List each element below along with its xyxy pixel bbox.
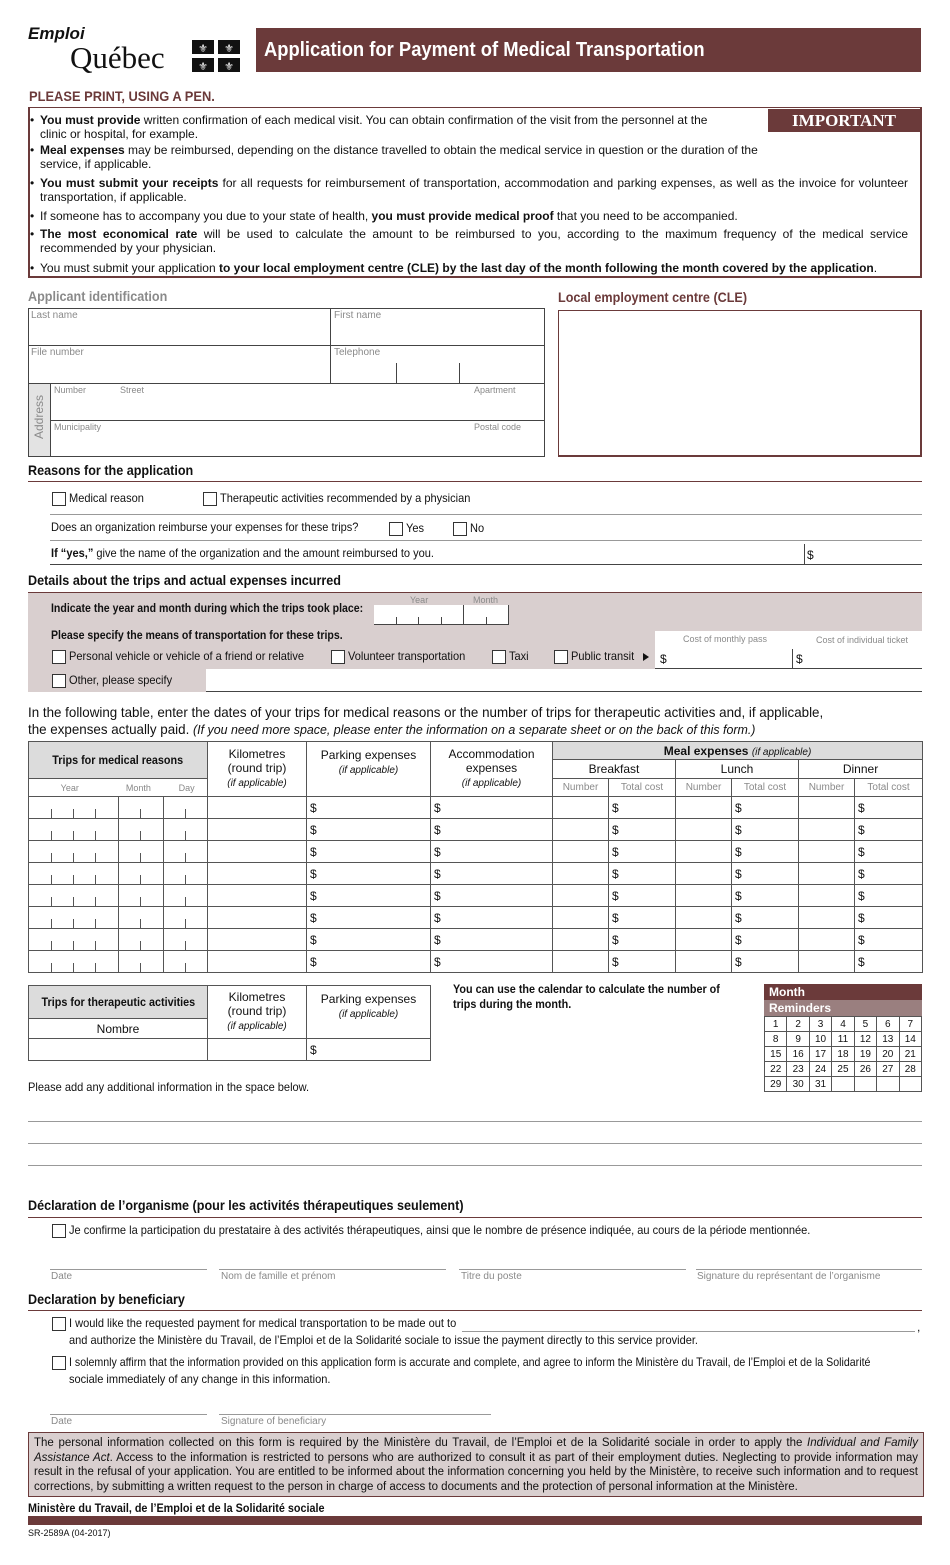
meal-cost-cell[interactable]: $ <box>855 797 923 819</box>
meal-cost-cell[interactable]: $ <box>732 951 799 973</box>
meal-cost-cell[interactable]: $ <box>855 929 923 951</box>
meal-number-cell[interactable] <box>676 797 732 819</box>
org-date-field[interactable]: Date <box>51 1271 73 1282</box>
year-label: Year <box>410 595 429 605</box>
trip-parking-cell[interactable]: $ <box>307 907 431 929</box>
calendar-day: 26 <box>854 1062 876 1077</box>
meal-number-cell[interactable] <box>799 863 855 885</box>
file-number-field[interactable]: File number <box>31 347 84 358</box>
public-transit-checkbox[interactable]: Public transit <box>554 649 640 664</box>
municipality-field[interactable]: Municipality <box>54 422 102 432</box>
meal-cost-cell[interactable]: $ <box>855 841 923 863</box>
meal-cost-cell[interactable]: $ <box>609 841 676 863</box>
calendar-day: 8 <box>765 1032 787 1047</box>
meal-number-cell[interactable] <box>799 819 855 841</box>
affirm-checkbox[interactable]: I solemnly affirm that the information provided on this application form is accurate and complete, and agree to inform the Ministère du Travail, de l’Emploi et de la Solidarité <box>52 1355 950 1370</box>
meal-number-cell[interactable] <box>799 951 855 973</box>
important-badge-text: IMPORTANT <box>792 111 896 130</box>
trip-accommodation-cell[interactable]: $ <box>431 885 553 907</box>
calendar-day: 12 <box>854 1032 876 1047</box>
beneficiary-signature-field[interactable]: Signature of beneficiary <box>221 1416 327 1427</box>
svg-text:⚜: ⚜ <box>224 60 234 72</box>
month-label: Month <box>473 595 499 605</box>
calendar-day <box>877 1077 899 1092</box>
arrow-right-icon <box>643 653 649 661</box>
calendar-day <box>899 1077 921 1092</box>
reasons-title: Reasons for the application <box>28 462 194 478</box>
meal-number-cell[interactable] <box>799 885 855 907</box>
header-bar <box>256 28 921 72</box>
indicate-label: Indicate the year and month during which the trips took place: <box>51 601 364 615</box>
cost-ticket-label: Cost of individual ticket <box>816 635 909 645</box>
fleur-de-lis-flag-icon <box>192 40 240 72</box>
calendar-day: 17 <box>809 1047 831 1062</box>
calendar-day: 18 <box>832 1047 854 1062</box>
logo-quebec: Québec <box>70 40 165 75</box>
meal-number-cell[interactable] <box>553 951 609 973</box>
meal-cost-cell[interactable]: $ <box>732 863 799 885</box>
trip-accommodation-cell[interactable]: $ <box>431 951 553 973</box>
meal-header: Meal expenses (if applicable) <box>553 742 923 760</box>
table-row <box>29 929 923 951</box>
trip-date-cell[interactable] <box>29 885 208 907</box>
first-name-field[interactable]: First name <box>334 310 382 321</box>
table-row <box>29 797 923 819</box>
trip-parking-cell[interactable]: $ <box>307 929 431 951</box>
emploi-quebec-logo <box>28 24 243 80</box>
meal-number-cell[interactable] <box>676 929 732 951</box>
important-item-2: • Meal expenses may be reimbursed, depending on the distance travelled to obtain the medical service in question or the duration of the service, if applicable. <box>40 143 770 171</box>
meal-cost-cell[interactable]: $ <box>732 797 799 819</box>
meal-number-cell[interactable] <box>553 819 609 841</box>
table-intro-line2: the expenses actually paid. (If you need more space, please enter the information on a separate sheet or on the back of this form.) <box>28 721 756 737</box>
trip-km-cell[interactable] <box>208 841 307 863</box>
meal-number-cell[interactable] <box>799 797 855 819</box>
trip-parking-cell[interactable]: $ <box>307 951 431 973</box>
calendar-day: 29 <box>765 1077 787 1092</box>
therapy-number-cell[interactable] <box>29 1039 208 1061</box>
calendar-day: 1 <box>765 1017 787 1032</box>
meal-cost-cell[interactable]: $ <box>609 885 676 907</box>
org-declaration-title: Déclaration de l’organisme (pour les activités thérapeutiques seulement) <box>28 1197 464 1213</box>
payment-checkbox[interactable]: I would like the requested payment for medical transportation to be made out to <box>52 1316 490 1331</box>
meal-cost-cell[interactable]: $ <box>609 863 676 885</box>
parking-header: Parking expenses (if applicable) <box>307 742 431 797</box>
calendar-day: 16 <box>787 1047 809 1062</box>
org-signature-field[interactable]: Signature du représentant de l’organisme <box>697 1271 881 1282</box>
calendar-day: 23 <box>787 1062 809 1077</box>
svg-text:⚜: ⚜ <box>198 42 208 55</box>
therapy-trips-table <box>28 985 431 1061</box>
trip-parking-cell[interactable]: $ <box>307 797 431 819</box>
calendar-day <box>832 1077 854 1092</box>
trip-date-cell[interactable] <box>29 951 208 973</box>
no-checkbox[interactable]: No <box>453 521 485 536</box>
additional-info-label: Please add any additional information in the space below. <box>28 1080 310 1094</box>
reimbursed-amount-field[interactable]: $ <box>807 548 814 562</box>
footer-bar <box>28 1516 922 1525</box>
meal-number-cell[interactable] <box>676 951 732 973</box>
meal-number-cell[interactable] <box>553 907 609 929</box>
therapy-km-cell[interactable] <box>208 1039 307 1061</box>
meal-cost-cell[interactable]: $ <box>732 819 799 841</box>
meal-cost-cell[interactable]: $ <box>855 819 923 841</box>
calendar-day: 19 <box>854 1047 876 1062</box>
trip-date-cell[interactable] <box>29 907 208 929</box>
meal-cost-cell[interactable]: $ <box>855 885 923 907</box>
calendar-day: 15 <box>765 1047 787 1062</box>
calendar-reminders: Reminders <box>764 1000 922 1016</box>
trip-accommodation-cell[interactable]: $ <box>431 863 553 885</box>
page-title: Application for Payment of Medical Transportation <box>264 39 705 61</box>
trip-km-cell[interactable] <box>208 863 307 885</box>
important-item-1: • You must provide written confirmation of each medical visit. You can obtain confirmation of the visit from the personnel at the clinic or hospital, for example. <box>40 113 720 141</box>
trips-medical-header: Trips for medical reasons <box>29 742 208 779</box>
calendar-day: 14 <box>899 1032 921 1047</box>
taxi-checkbox[interactable]: Taxi <box>492 649 530 664</box>
trip-km-cell[interactable] <box>208 907 307 929</box>
trip-parking-cell[interactable]: $ <box>307 863 431 885</box>
calendar-day: 7 <box>899 1017 921 1032</box>
trip-km-cell[interactable] <box>208 797 307 819</box>
calendar-day: 2 <box>787 1017 809 1032</box>
calendar-day: 21 <box>899 1047 921 1062</box>
calendar <box>764 984 922 1092</box>
privacy-notice: The personal information collected on this form is required by the Ministère du Travail, de l’Emploi et de la Solidarité sociale in order to apply the Individual and Family Assistance Act. Access to the information is restricted to persons who are authorized to consult it as part of their employment duties. Neglecting to provide information may result in the refusal of your application. You are entitled to be informed about the information concerning you held by the Ministère, to receive such information and to request corrections, by submitting a written request to the person in charge of access to documents and the protection of personal information at the Ministère. <box>28 1432 924 1497</box>
calendar-day: 28 <box>899 1062 921 1077</box>
table-row <box>29 841 923 863</box>
calendar-day: 27 <box>877 1062 899 1077</box>
nombre-header: Nombre <box>29 1019 208 1039</box>
meal-number-cell[interactable] <box>676 819 732 841</box>
meal-cost-cell[interactable]: $ <box>609 951 676 973</box>
trip-accommodation-cell[interactable]: $ <box>431 841 553 863</box>
details-title: Details about the trips and actual expenses incurred <box>28 572 341 588</box>
therapy-km-header: Kilometres (round trip) (if applicable) <box>208 986 307 1039</box>
meal-cost-cell[interactable]: $ <box>609 819 676 841</box>
trip-parking-cell[interactable]: $ <box>307 819 431 841</box>
postal-code-field[interactable]: Postal code <box>474 422 522 432</box>
meal-number-cell[interactable] <box>676 885 732 907</box>
calendar-day: 5 <box>854 1017 876 1032</box>
trip-accommodation-cell[interactable]: $ <box>431 797 553 819</box>
meal-number-cell[interactable] <box>676 841 732 863</box>
trip-accommodation-cell[interactable]: $ <box>431 819 553 841</box>
payment-line2: and authorize the Ministère du Travail, de l’Emploi et de la Solidarité sociale to issue the payment directly to this service provider. <box>69 1333 698 1347</box>
meal-cost-cell[interactable]: $ <box>609 907 676 929</box>
trip-date-cell[interactable] <box>29 841 208 863</box>
specify-label: Please specify the means of transportation for these trips. <box>51 628 343 642</box>
calendar-day: 10 <box>809 1032 831 1047</box>
payee-field[interactable] <box>462 1331 915 1332</box>
meal-number-cell[interactable] <box>799 841 855 863</box>
number-field[interactable]: Number <box>54 385 87 395</box>
trip-accommodation-cell[interactable]: $ <box>431 929 553 951</box>
org-confirm-checkbox[interactable]: Je confirme la participation du prestataire à des activités thérapeutiques, ainsi que le nombre de présence indiquée, au cours de la période mentionnée. <box>52 1223 875 1238</box>
address-label: Address <box>32 394 46 439</box>
form-code: SR-2589A (04-2017) <box>28 1528 111 1538</box>
beneficiary-title: Declaration by beneficiary <box>28 1291 185 1307</box>
svg-text:⚜: ⚜ <box>224 42 234 55</box>
org-name-field[interactable]: Nom de famille et prénom <box>221 1271 336 1282</box>
additional-line-3[interactable] <box>28 1165 922 1166</box>
trip-date-cell[interactable] <box>29 863 208 885</box>
km-header: Kilometres (round trip) (if applicable) <box>208 742 307 797</box>
monthly-pass-cost-field[interactable]: $ <box>660 652 667 666</box>
calendar-day: 20 <box>877 1047 899 1062</box>
logo-emploi: Emploi <box>28 24 85 43</box>
meal-cost-cell[interactable]: $ <box>855 907 923 929</box>
calendar-day: 11 <box>832 1032 854 1047</box>
lunch-header: Lunch <box>676 760 799 779</box>
trip-km-cell[interactable] <box>208 819 307 841</box>
table-row <box>29 951 923 973</box>
affirm-line2: sociale immediately of any change in this information. <box>69 1372 331 1386</box>
cost-monthly-pass-label: Cost of monthly pass <box>683 634 768 644</box>
payee-comma: , <box>917 1320 921 1334</box>
if-yes-text: If “yes,” give the name of the organization and the amount reimbursed to you. <box>51 546 434 560</box>
date-subheader: Year Month Day <box>29 779 208 797</box>
calendar-day: 25 <box>832 1062 854 1077</box>
important-item-6: • You must submit your application to your local employment centre (CLE) by the last day of the month following the month covered by the application. <box>40 261 908 275</box>
important-item-5: • The most economical rate will be used to calculate the amount to be reimbursed to you, according to the maximum frequency of the medical service recommended by your physician. <box>40 227 908 255</box>
medical-reason-checkbox[interactable]: Medical reason <box>52 491 150 506</box>
trip-date-cell[interactable] <box>29 929 208 951</box>
important-item-3: • You must submit your receipts for all requests for reimbursement of transportation, accommodation and parking expenses, as well as the invoice for volunteer transportation, if applicable. <box>40 176 908 204</box>
trip-date-cell[interactable] <box>29 819 208 841</box>
trip-km-cell[interactable] <box>208 885 307 907</box>
svg-text:⚜: ⚜ <box>198 60 208 72</box>
therapy-parking-header: Parking expenses (if applicable) <box>307 986 431 1039</box>
table-row <box>29 907 923 929</box>
meal-number-cell[interactable] <box>553 863 609 885</box>
meal-number-cell[interactable] <box>676 907 732 929</box>
trip-parking-cell[interactable]: $ <box>307 885 431 907</box>
other-specify-field[interactable] <box>206 669 922 692</box>
meal-cost-cell[interactable]: $ <box>732 841 799 863</box>
additional-line-1[interactable] <box>28 1121 922 1122</box>
applicant-title: Applicant identification <box>28 288 168 304</box>
calendar-day: 3 <box>809 1017 831 1032</box>
additional-line-2[interactable] <box>28 1143 922 1144</box>
meal-number-cell[interactable] <box>553 929 609 951</box>
calendar-note: You can use the calendar to calculate the number of trips during the month. <box>453 982 720 1011</box>
table-row <box>29 819 923 841</box>
meal-number-cell[interactable] <box>553 841 609 863</box>
trip-parking-cell[interactable]: $ <box>307 841 431 863</box>
beneficiary-date-field[interactable]: Date <box>51 1416 73 1427</box>
dinner-header: Dinner <box>799 760 923 779</box>
volunteer-checkbox[interactable]: Volunteer transportation <box>331 649 475 664</box>
telephone-field[interactable]: Telephone <box>334 347 381 358</box>
table-row <box>29 863 923 885</box>
org-title-field[interactable]: Titre du poste <box>461 1271 522 1282</box>
medical-trips-table: Trips for medical reasons Kilometres (round trip) (if applicable) Parking expenses (if applicable) Accommodation expenses (if applicable) Meal expenses (if applicable) Breakfast Lunch Dinner Year Month Day Number Total cost Number Total cost Number Total cost $ $ $ $ $ $ $ $ $ $ $ $ $ $ $ $ $ $ $ $ $ $ $ $ $ $ $ $ $ $ $ $ $ $ $ $ $ $ $ $ <box>28 741 923 973</box>
meal-cost-cell[interactable]: $ <box>855 951 923 973</box>
meal-cost-cell[interactable]: $ <box>855 863 923 885</box>
trip-accommodation-cell[interactable]: $ <box>431 907 553 929</box>
important-item-4: • If someone has to accompany you due to your state of health, you must provide medical proof that you need to be accompanied. <box>40 209 908 223</box>
street-field[interactable]: Street <box>120 385 145 395</box>
cle-box[interactable] <box>558 310 922 457</box>
therapeutic-checkbox[interactable]: Therapeutic activities recommended by a physician <box>203 491 492 506</box>
trip-km-cell[interactable] <box>208 929 307 951</box>
meal-number-cell[interactable] <box>553 797 609 819</box>
personal-vehicle-checkbox[interactable]: Personal vehicle or vehicle of a friend or relative <box>52 649 324 664</box>
important-badge <box>768 109 920 132</box>
calendar-day: 6 <box>877 1017 899 1032</box>
meal-cost-cell[interactable]: $ <box>732 929 799 951</box>
trip-km-cell[interactable] <box>208 951 307 973</box>
yes-checkbox[interactable]: Yes <box>389 521 426 536</box>
therapy-parking-cell[interactable]: $ <box>307 1039 431 1061</box>
calendar-month: Month <box>764 984 922 1000</box>
apartment-field[interactable]: Apartment <box>474 385 516 395</box>
footer-ministry: Ministère du Travail, de l’Emploi et de la Solidarité sociale <box>28 1501 325 1515</box>
calendar-day: 22 <box>765 1062 787 1077</box>
meal-cost-cell[interactable]: $ <box>732 907 799 929</box>
accommodation-header: Accommodation expenses (if applicable) <box>431 742 553 797</box>
meal-number-cell[interactable] <box>676 863 732 885</box>
meal-number-cell[interactable] <box>799 907 855 929</box>
meal-cost-cell[interactable]: $ <box>609 797 676 819</box>
calendar-day: 24 <box>809 1062 831 1077</box>
print-note: PLEASE PRINT, USING A PEN. <box>29 88 215 104</box>
table-intro-line1: In the following table, enter the dates of your trips for medical reasons or the number of trips for therapeutic activities and, if applicable, <box>28 704 824 720</box>
cle-title: Local employment centre (CLE) <box>558 289 748 305</box>
calendar-day: 13 <box>877 1032 899 1047</box>
meal-cost-cell[interactable]: $ <box>609 929 676 951</box>
calendar-day: 30 <box>787 1077 809 1092</box>
meal-cost-cell[interactable]: $ <box>732 885 799 907</box>
meal-number-cell[interactable] <box>799 929 855 951</box>
calendar-day <box>854 1077 876 1092</box>
reimburse-question: Does an organization reimburse your expenses for these trips? <box>51 520 359 534</box>
therapy-header: Trips for therapeutic activities <box>29 986 208 1019</box>
other-checkbox[interactable]: Other, please specify <box>52 673 181 688</box>
meal-number-cell[interactable] <box>553 885 609 907</box>
calendar-day: 4 <box>832 1017 854 1032</box>
last-name-field[interactable]: Last name <box>31 310 78 321</box>
calendar-day: 31 <box>809 1077 831 1092</box>
calendar-day: 9 <box>787 1032 809 1047</box>
table-row <box>29 885 923 907</box>
trip-date-cell[interactable] <box>29 797 208 819</box>
ticket-cost-field[interactable]: $ <box>796 652 803 666</box>
breakfast-header: Breakfast <box>553 760 676 779</box>
